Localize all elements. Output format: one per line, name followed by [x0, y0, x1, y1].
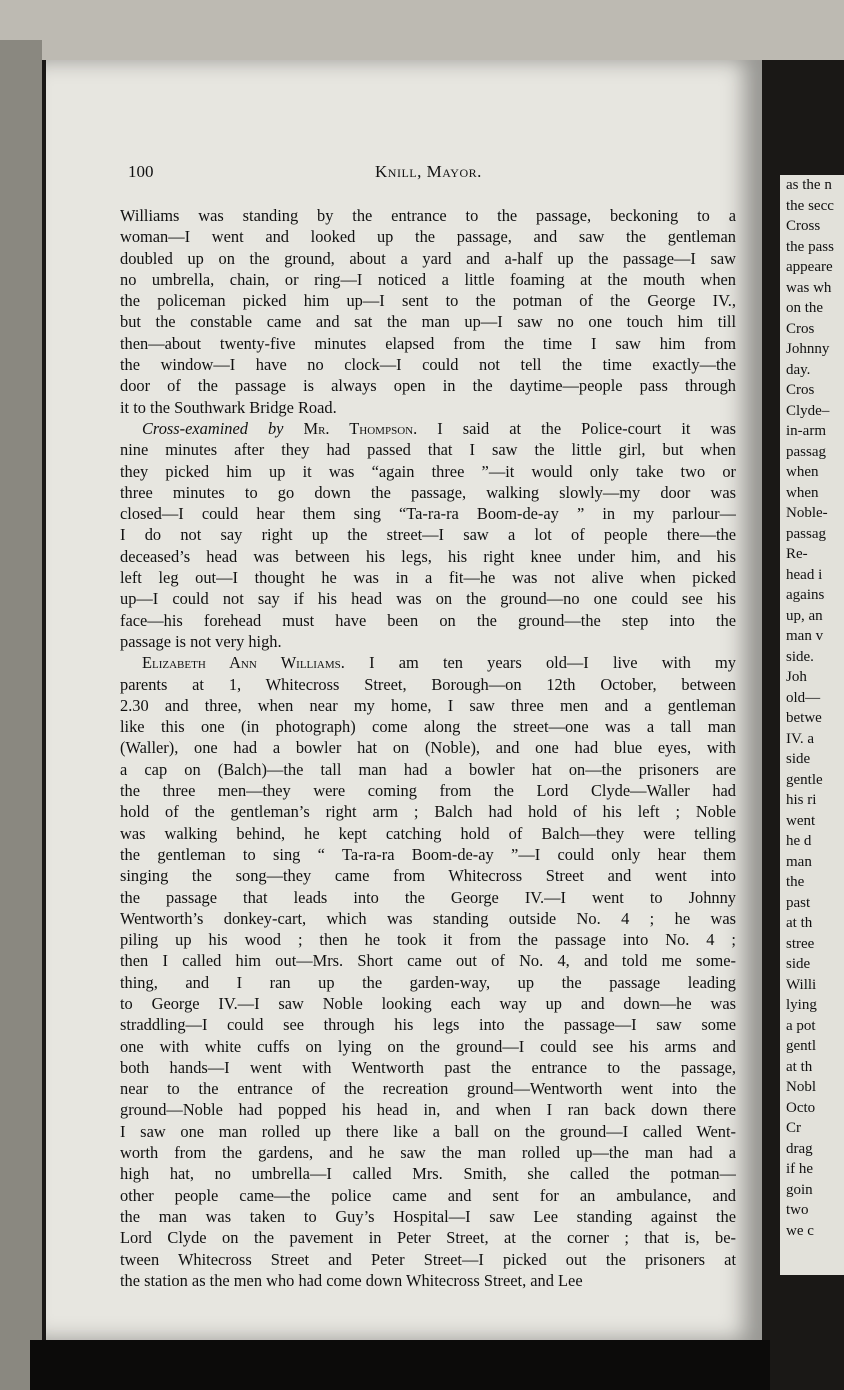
text-line: three minutes to go down the passage, walking slowly—my door was: [120, 482, 736, 502]
text-line: 2.30 and three, when near my home, I saw three men and a gentleman: [120, 695, 736, 715]
text-line: ground—Noble had popped his head in, and when I ran back down there: [120, 1100, 736, 1120]
facing-page-fragment: at th: [786, 915, 813, 931]
facing-page-fragment: when: [786, 484, 819, 501]
paragraph-3: [120, 652, 736, 1291]
facing-page-fragment: agains: [786, 587, 825, 603]
body-text: [120, 205, 736, 1291]
text-line: other people came—the police came and sent for an ambulance, and: [120, 1185, 736, 1205]
text-line: left leg out—I thought he was in a fit—he was not alive when picked: [120, 568, 736, 588]
facing-page-fragment: when: [786, 464, 819, 480]
text-line: (Waller), one had a bowler hat on (Noble), and one had blue eyes, with: [120, 738, 736, 758]
text-line: piling up his wood ; then he took it from the passage into No. 4 ;: [120, 930, 736, 950]
facing-page-fragment: a pot: [786, 1017, 816, 1034]
facing-page-fragment: Joh: [786, 669, 807, 685]
speaker-name: Mr. Thompson.: [303, 418, 418, 438]
running-head: Knill, Mayor.: [375, 162, 482, 181]
facing-page-fragment: betwe: [786, 710, 822, 726]
lead-italic: Cross-examined by: [142, 418, 284, 438]
facing-page-fragment: two: [786, 1202, 809, 1218]
text-line: tween Whitecross Street and Peter Street—I picked out the prisoners at: [120, 1249, 736, 1269]
facing-page-fragment: day.: [786, 361, 811, 378]
scan-left-margin: [0, 40, 42, 1390]
text-line: the passage that leads into the George IV.—I went to Johnny: [120, 887, 736, 907]
facing-page-fragment: Cr: [786, 1120, 801, 1136]
text-line: the policeman picked him up—I sent to the potman of the George IV.,: [120, 291, 736, 311]
facing-page-fragment: the pass: [786, 238, 834, 255]
facing-page-fragment: as the n: [786, 177, 832, 193]
facing-page-fragment: his ri: [786, 792, 817, 808]
facing-page-fragment: goin: [786, 1181, 813, 1198]
paragraph-2: [120, 418, 736, 652]
text-line: near to the entrance of the recreation ground—Wentworth went into the: [120, 1079, 736, 1099]
text-line: a cap on (Balch)—the tall man had a bowler hat on—the prisoners are: [120, 759, 736, 779]
text-line: they picked him up it was “again three ”—it would only take two or: [120, 461, 736, 481]
facing-page-fragment: Noble-: [786, 505, 828, 521]
text-line: face—his forehead must have been on the ground—the step into the: [120, 610, 736, 630]
text-line: Lord Clyde on the pavement in Peter Street, at the corner ; that is, be-: [120, 1228, 736, 1248]
facing-page-fragment: in-arm: [786, 423, 826, 439]
text-line: it to the Southwark Bridge Road.: [120, 397, 337, 417]
facing-page-fragment: stree: [786, 935, 815, 952]
text-line: then—about twenty-five minutes elapsed from the time I saw him from: [120, 333, 736, 353]
text-line: the gentleman to sing “ Ta-ra-ra Boom-de-ay ”—I could only hear them: [120, 844, 736, 864]
text-line: Elizabeth Ann Williams. I am ten years old—I live with my: [142, 653, 736, 673]
facing-page-fragment: Cros: [786, 320, 815, 337]
facing-page-fragment: gentl: [786, 1038, 816, 1054]
page-number: 100: [128, 162, 154, 181]
text-line: worth from the gardens, and he saw the man rolled up—the man had a: [120, 1143, 736, 1163]
facing-page-fragment: drag: [786, 1140, 813, 1157]
text-line: up—I could not say if his head was on the ground—no one could see his: [120, 589, 736, 609]
facing-page-fragment: went: [786, 812, 816, 829]
text-line: one with white cuffs on lying on the ground—I could see his arms and: [120, 1036, 736, 1056]
text-line: was walking behind, he kept catching hold of Balch—they were telling: [120, 823, 736, 843]
text-line: hold of the gentleman’s right arm ; Balch had hold of his left ; Noble: [120, 802, 736, 822]
text-line: parents at 1, Whitecross Street, Borough—on 12th October, between: [120, 674, 736, 694]
facing-page-fragment: Cros: [786, 382, 815, 398]
text-line: passage is not very high.: [120, 631, 282, 651]
facing-page-fragment: side.: [786, 648, 814, 665]
facing-page-fragment: Nobl: [786, 1079, 816, 1095]
text-line: the three men—they were coming from the Lord Clyde—Waller had: [120, 781, 736, 801]
text-line: Williams was standing by the entrance to the passage, beckoning to a: [120, 206, 736, 225]
text-line: deceased’s head was between his legs, his right knee under him, and his: [120, 546, 736, 566]
facing-page-fragment: head i: [786, 566, 823, 583]
facing-page-fragment: Re-: [786, 546, 808, 562]
text-line: to George IV.—I saw Noble looking each way up and down—he was: [120, 993, 736, 1013]
text-line: then I called him out—Mrs. Short came out of No. 4, and told me some-: [120, 951, 736, 971]
text-line: straddling—I could see through his legs into the passage—I saw some: [120, 1015, 736, 1035]
text-line: closed—I could hear them sing “Ta-ra-ra Boom-de-ay ” in my parlour—: [120, 504, 736, 524]
facing-page-fragment: man: [786, 853, 812, 870]
text-line: like this one (in photograph) come along the street—one was a tall man: [120, 717, 736, 737]
facing-page-fragment: if he: [786, 1161, 814, 1177]
text-line: no umbrella, chain, or ring—I noticed a little foaming at the mouth when: [120, 269, 736, 289]
text-line: both hands—I went with Wentworth past the entrance to the passage,: [120, 1057, 736, 1077]
scan-bottom-shadow: [30, 1340, 770, 1390]
facing-page-fragment: Willi: [786, 976, 817, 993]
facing-page-fragment: we c: [786, 1222, 814, 1239]
text-line: nine minutes after they had passed that I saw the little girl, but when: [120, 440, 736, 460]
facing-page-fragment: the secc: [786, 197, 834, 214]
text-line: doubled up on the ground, about a yard and a-half up the passage—I saw: [120, 248, 736, 268]
facing-page-fragment: old—: [786, 689, 821, 706]
text-line: the station as the men who had come down Whitecross Street, and Lee: [120, 1270, 583, 1290]
text-line: singing the song—they came from Whitecross Street and went into: [120, 866, 736, 886]
facing-page-fragment: up, an: [786, 607, 823, 624]
text-line: I do not say right up the street—I saw a lot of people there—the: [120, 525, 736, 545]
facing-page-fragment: Octo: [786, 1099, 816, 1116]
text-line: I saw one man rolled up there like a ball on the ground—I called Went-: [120, 1121, 736, 1141]
facing-page-fragment: at th: [786, 1058, 813, 1075]
text-line: thing, and I ran up the garden-way, up the passage leading: [120, 972, 736, 992]
facing-page-fragment: was wh: [786, 279, 832, 296]
facing-page-fragment: Cross: [786, 218, 821, 234]
facing-page-fragment: the: [786, 874, 805, 890]
text-line: but the constable came and sat the man up—I saw no one touch him till: [120, 312, 736, 332]
text-line: high hat, no umbrella—I called Mrs. Smith, she called the potman—: [120, 1164, 736, 1184]
paragraph-1: [120, 205, 736, 418]
text-line: the window—I have no clock—I could not tell the time exactly—the: [120, 355, 736, 375]
facing-page-fragment: Johnny: [786, 341, 830, 357]
facing-page-fragment: side: [786, 956, 811, 972]
facing-page-fragment: Clyde–: [786, 402, 830, 419]
text-line: the man was taken to Guy’s Hospital—I saw Lee standing against the: [120, 1206, 736, 1226]
scan-top-margin: [0, 0, 844, 60]
facing-page-fragment: appeare: [786, 259, 833, 275]
speaker-name: Elizabeth Ann Williams.: [142, 653, 345, 673]
text-line: door of the passage is always open in the daytime—people pass through: [120, 376, 736, 396]
text-line: Wentworth’s donkey-cart, which was standing outside No. 4 ; he was: [120, 908, 736, 928]
facing-page-edge: [780, 175, 844, 1275]
facing-page-fragment: lying: [786, 997, 817, 1013]
text-line: Cross-examined by Mr. Thompson. I said at the Police-court it was: [142, 418, 736, 438]
facing-page-fragment: passag: [786, 443, 826, 460]
facing-page-fragment: past: [786, 894, 811, 911]
text-line: woman—I went and looked up the passage, and saw the gentleman: [120, 227, 736, 247]
facing-page-fragment: side: [786, 751, 811, 767]
facing-page-fragment: passag: [786, 525, 826, 542]
facing-page-fragment: IV. a: [786, 730, 815, 747]
facing-page-fragment: he d: [786, 833, 812, 849]
facing-page-fragment: man v: [786, 628, 824, 644]
page-header: [120, 162, 740, 186]
facing-page-fragment: on the: [786, 300, 824, 316]
facing-page-fragment: gentle: [786, 771, 823, 788]
